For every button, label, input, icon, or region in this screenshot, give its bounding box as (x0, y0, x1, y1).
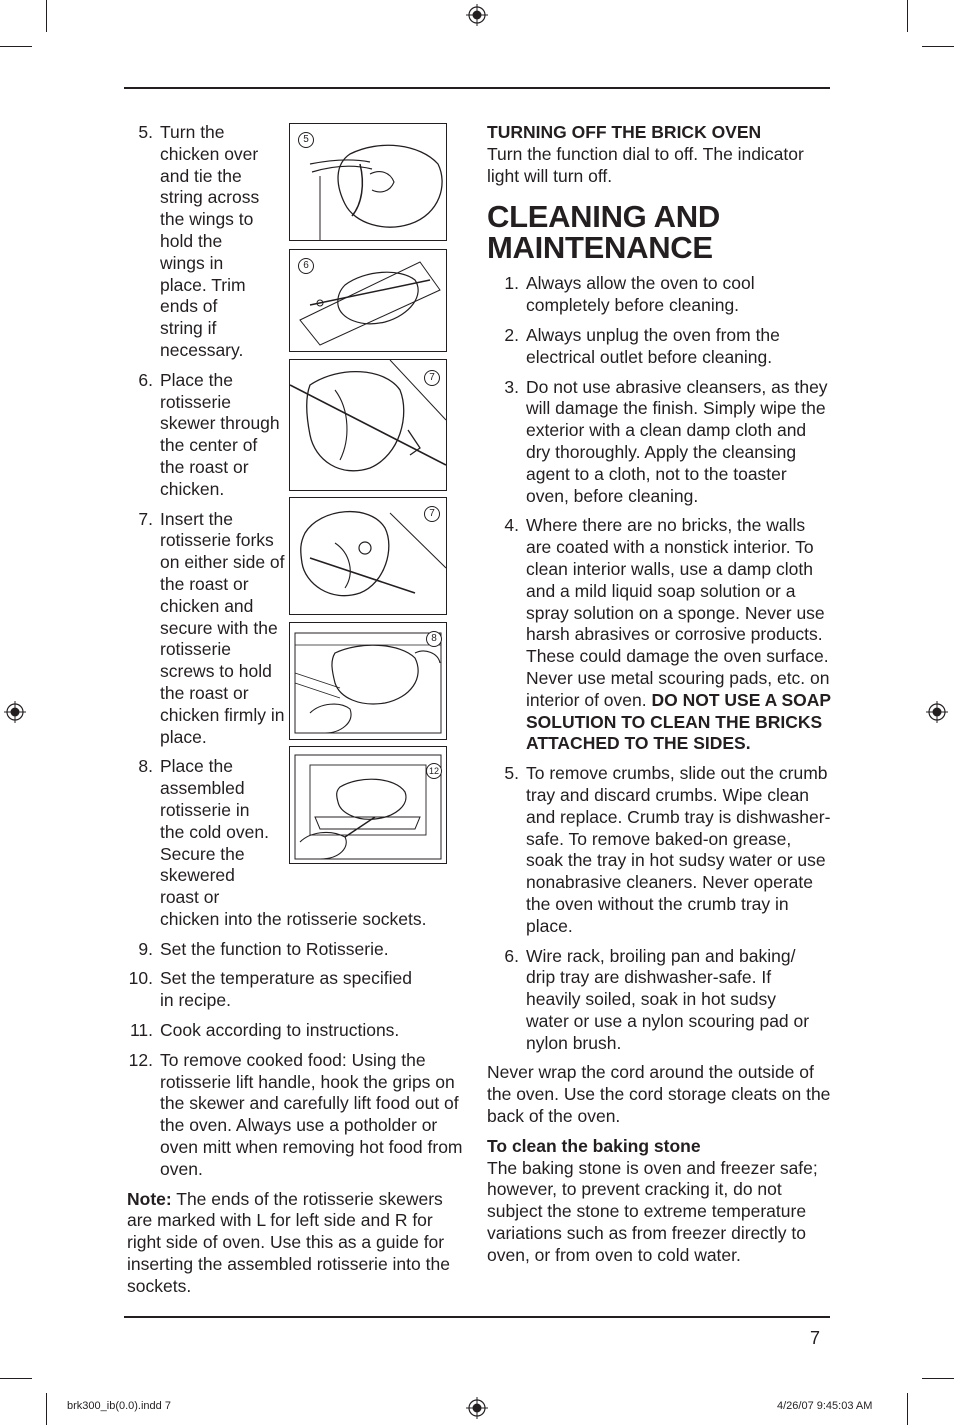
step-number: 6. (138, 369, 153, 390)
step-text: Insert the rotisserie forks on either side of the roast or chicken and secure with the rotisserie screws to hold the roast or chicken firmly in place. (160, 508, 285, 747)
list-item (127, 122, 472, 362)
list-item (127, 1020, 472, 1042)
rotisserie-steps (127, 122, 472, 1181)
step-number: 2. (504, 324, 519, 345)
footer-file-name: brk300_ib(0.0).indd 7 (67, 1400, 171, 1412)
step-number: 10. (128, 968, 153, 989)
section-title (487, 199, 832, 266)
list-item (493, 946, 832, 1055)
page-number: 7 (810, 1328, 821, 1348)
cord-paragraph: Never wrap the cord around the outside of the oven. Use the cord storage cleats on the back of the oven. (487, 1062, 831, 1127)
crop-mark (922, 1378, 954, 1379)
step-text: Set the temperature as specified in recipe. (160, 968, 412, 1011)
registration-mark-icon (926, 701, 948, 723)
right-column (487, 122, 832, 1275)
list-item (493, 273, 832, 317)
step-text-warning: DO NOT USE A SOAP SOLUTION TO CLEAN THE BRICKS ATTACHED TO THE SIDES. (526, 689, 831, 754)
list-item (493, 377, 832, 508)
crop-mark (0, 1378, 32, 1379)
step-number: 5. (504, 763, 519, 784)
step-number: 5. (138, 122, 153, 142)
section-title-line: MAINTENANCE (487, 230, 713, 266)
figure-number-badge: 12 (426, 763, 442, 779)
step-text: Place the rotisserie skewer through the center of the roast or chicken. (160, 369, 280, 499)
step-text: Do not use abrasive cleansers, as they will damage the finish. Simply wipe the exterior with a clean damp cloth and dry thoroughly. Apply the cleansing agent to a cloth, not to the toaster oven, before cleaning. (526, 376, 828, 506)
step-text: To remove crumbs, slide out the crumb tray and discard crumbs. Wipe clean and replace. Crumb tray is dishwasher-safe. To remove baked-on grease, soak the tray in hot sudsy water or use nonabrasive cleaners. Never operate the oven without the crumb tray in place. (526, 763, 831, 936)
baking-stone-heading: To clean the baking stone (487, 1135, 701, 1156)
note-text: The ends of the rotisserie skewers are marked with L for left side and R for right side of oven. Use this as a guide for inserting the assembled rotisserie into the sockets. (127, 1188, 450, 1296)
list-item (127, 756, 472, 930)
figure-number-badge: 8 (426, 631, 442, 647)
registration-mark-icon (466, 4, 488, 26)
crop-mark (0, 46, 32, 47)
step-text (526, 515, 832, 755)
list-item (493, 515, 832, 755)
list-item (127, 509, 472, 749)
crop-mark (46, 0, 47, 32)
list-item (493, 325, 832, 369)
left-column (127, 122, 472, 1306)
figure-number-badge: 7 (424, 370, 440, 386)
list-item (493, 763, 832, 937)
step-number: 6. (504, 945, 519, 966)
figure-number-badge: 7 (424, 506, 440, 522)
registration-mark-icon (466, 1397, 488, 1419)
step-text: To remove cooked food: Using the rotisserie lift handle, hook the grips on the skewer and carefully lift food out of the oven. Always use a potholder or oven mitt when removing hot food from oven. (160, 1049, 463, 1179)
footer-rule (124, 1316, 830, 1318)
step-text: Turn the chicken over and tie the string across the wings to hold the wings in place. Trim ends of string if necessary. (160, 122, 260, 360)
baking-stone-text: The baking stone is oven and freezer safe; however, to prevent cracking it, do not subject the stone to extreme temperature variations such as from freezer directly to oven, or from oven to cold water. (487, 1157, 818, 1265)
step-text: Always allow the oven to cool completely before cleaning. (526, 273, 755, 316)
step-text: Always unplug the oven from the electrical outlet before cleaning. (526, 324, 780, 367)
step-text-regular: Where there are no bricks, the walls are coated with a nonstick interior. To clean interior walls, use a damp cloth and a mild liquid soap solution or a spray solution on a sponge. Never use harsh abrasives or corrosive products. These could damage the oven surface. Never use metal scouring pads, etc. on interior of oven. (526, 515, 830, 710)
step-number: 11. (129, 1020, 153, 1041)
crop-mark (46, 1393, 47, 1425)
step-number: 1. (504, 273, 519, 294)
footer-timestamp: 4/26/07 9:45:03 AM (777, 1400, 873, 1412)
crop-mark (922, 46, 954, 47)
note-paragraph (127, 1189, 467, 1298)
step-number: 4. (504, 515, 519, 536)
step-text: Cook according to instructions. (160, 1020, 400, 1041)
note-label: Note: (127, 1188, 172, 1209)
cleaning-steps (493, 273, 832, 1054)
step-number: 7. (138, 508, 153, 529)
list-item (127, 968, 472, 1012)
turning-off-text: Turn the function dial to off. The indicator light will turn off. (487, 143, 804, 186)
crop-mark (907, 1393, 908, 1425)
crop-mark (907, 0, 908, 32)
header-rule (124, 87, 830, 89)
list-item (127, 939, 472, 961)
step-text: Wire rack, broiling pan and baking/ drip tray are dishwasher-safe. If heavily soiled, soak in hot sudsy water or use a nylon scouring pad or nylon brush. (526, 945, 810, 1053)
step-number: 3. (504, 376, 519, 397)
list-item (127, 370, 472, 501)
list-item (127, 1050, 472, 1181)
step-number: 12. (128, 1049, 153, 1070)
turning-off-heading: TURNING OFF THE BRICK OVEN (487, 122, 762, 142)
figure-number-badge: 6 (298, 258, 314, 274)
step-text: Set the function to Rotisserie. (160, 938, 389, 959)
section-title-line: CLEANING AND (487, 199, 720, 235)
figure-number-badge: 5 (298, 132, 314, 148)
step-number: 8. (138, 756, 153, 777)
step-number: 9. (138, 938, 153, 959)
registration-mark-icon (4, 701, 26, 723)
step-text-continued: chicken into the rotisserie sockets. (160, 908, 427, 929)
step-text: Place the assembled rotisserie in the cold oven. Secure the skewered roast or (160, 756, 269, 908)
